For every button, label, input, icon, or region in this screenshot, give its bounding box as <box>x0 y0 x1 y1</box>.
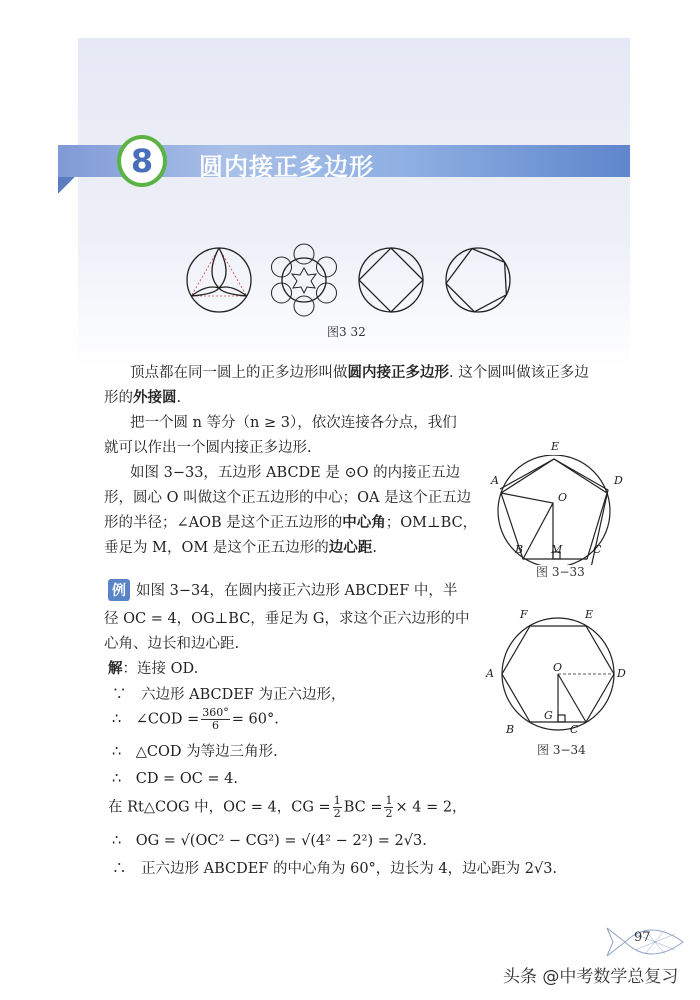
solution-step-3: ∴ △COD 为等边三角形. <box>112 744 278 760</box>
label-O: O <box>553 661 563 674</box>
banner-fold <box>58 177 76 193</box>
solution-step-4: ∴ CD = OC = 4. <box>112 771 238 787</box>
flower-design <box>272 244 337 316</box>
figure-3-34-caption: 图 3−34 <box>537 743 586 757</box>
text: ；OM⊥BC， <box>385 515 478 531</box>
solution-line-1 <box>108 657 198 678</box>
text: 形的半径；∠AOB 是这个正五边形的 <box>104 515 343 531</box>
text: ∴ ∠COD = <box>112 711 200 728</box>
text: BC = <box>343 799 383 816</box>
text: 形的 <box>104 390 133 406</box>
numerator: 360° <box>202 706 229 719</box>
section-title: 圆内接正多边形 <box>199 153 374 181</box>
paragraph-3-line-1: 如图 3−33，五边形 ABCDE 是 ⊙O 的内接正五边 <box>130 465 461 481</box>
paragraph-2-line-2: 就可以作出一个圆内接正多边形. <box>104 440 312 456</box>
fraction <box>333 795 342 820</box>
label-D: D <box>614 474 623 487</box>
paragraph-1-line-2 <box>104 386 181 407</box>
label-O: O <box>558 491 568 504</box>
text: . <box>372 540 377 556</box>
label-M: M <box>551 543 563 556</box>
text: . <box>176 390 182 406</box>
example-line-1 <box>108 579 457 601</box>
label-D: D <box>617 667 626 680</box>
label-A: A <box>486 667 494 680</box>
text: 如图 3−34，在圆内接正六边形 ABCDEF 中，半 <box>136 583 458 599</box>
text: . 这个圆叫做该正多边 <box>449 365 589 381</box>
pentagon-design <box>446 248 510 312</box>
numerator: 1 <box>333 794 341 807</box>
label-E: E <box>585 608 594 621</box>
triangle-design <box>187 248 251 312</box>
denominator: 2 <box>385 807 393 820</box>
solution-label: 解 <box>108 661 123 677</box>
term-inscribed-polygon: 圆内接正多边形 <box>347 365 449 381</box>
term-circumcircle: 外接圆 <box>133 390 177 406</box>
label-F: F <box>520 608 528 621</box>
example-line-3: 心角、边长和边心距. <box>104 636 240 652</box>
square-design <box>359 248 423 312</box>
paragraph-3-line-2: 形，圆心 O 叫做这个正五边形的中心；OA 是这个正五边 <box>104 490 472 506</box>
page-number: 97 <box>634 930 651 945</box>
watermark-text: 头条 @中考数学总复习 <box>503 967 679 987</box>
label-C: C <box>570 723 579 736</box>
term-apothem: 边心距 <box>328 540 373 556</box>
label-G: G <box>544 709 553 722</box>
figure-3-32-caption: 图3 32 <box>327 325 366 339</box>
denominator: 6 <box>212 719 219 732</box>
paragraph-1-line-1 <box>130 361 589 382</box>
label-A: A <box>491 474 499 487</box>
figure-3-34 <box>498 614 618 734</box>
text: × 4 = 2， <box>395 799 467 816</box>
section-title-block <box>189 145 630 181</box>
section-number: 8 <box>117 135 167 187</box>
paragraph-2-line-1: 把一个圆 n 等分（n ≥ 3），依次连接各分点，我们 <box>130 415 457 431</box>
fraction <box>201 707 230 732</box>
solution-step-1: ∵ 六边形 ABCDEF 为正六边形， <box>112 687 346 703</box>
paragraph-3-line-4 <box>104 536 377 557</box>
example-line-2: 径 OC = 4，OG⊥BC，垂足为 G，求这个正六边形的中 <box>104 611 470 627</box>
solution-step-2 <box>112 707 279 732</box>
label-C: C <box>593 543 602 556</box>
text: = 60°. <box>231 711 279 728</box>
solution-step-6: ∴ OG = √(OC² − CG²) = √(4² − 2²) = 2√3. <box>112 833 427 849</box>
solution-step-7: ∴ 正六边形 ABCDEF 的中心角为 60°，边长为 4，边心距为 2√3. <box>112 861 558 877</box>
label-E: E <box>551 440 560 453</box>
text: 顶点都在同一圆上的正多边形叫做 <box>130 365 348 381</box>
solution-step-5 <box>108 795 467 820</box>
text: ：连接 OD. <box>122 661 199 677</box>
example-badge: 例 <box>108 579 130 601</box>
numerator: 1 <box>385 794 393 807</box>
label-B: B <box>506 723 515 736</box>
label-B: B <box>515 543 524 556</box>
figure-3-32 <box>180 240 520 320</box>
text: 垂足为 M，OM 是这个正五边形的 <box>104 540 329 556</box>
paragraph-3-line-3 <box>104 511 477 532</box>
text: 在 Rt△COG 中，OC = 4，CG = <box>108 799 331 816</box>
denominator: 2 <box>333 807 341 820</box>
term-central-angle: 中心角 <box>342 515 386 531</box>
fraction <box>384 795 393 820</box>
figure-3-33-caption: 图 3−33 <box>536 565 585 579</box>
